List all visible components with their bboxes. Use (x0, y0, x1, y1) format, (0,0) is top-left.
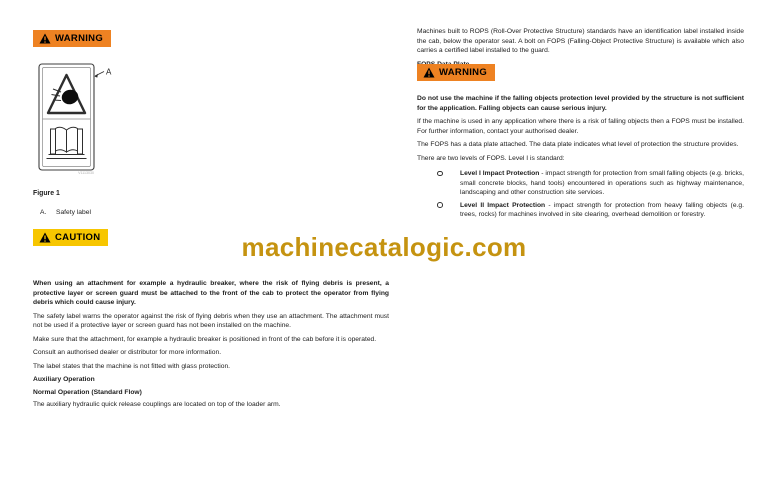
section-heading-auxiliary-operation: Auxiliary Operation (33, 376, 95, 384)
paragraph: Machines built to ROPS (Roll-Over Protective Structure) standards have an identification label installed inside the cab, below the operator seat. A bolt on FOPS (Falling-Object Protective Structure) is available which also carries a certified label installed to the guard. (417, 28, 744, 55)
caution-badge (33, 229, 108, 246)
section-heading-normal-operation: Normal Operation (Standard Flow) (33, 388, 142, 396)
bullet-title: Level II Impact Protection (460, 201, 546, 209)
legend-label: Safety label (56, 209, 91, 216)
callout-a (95, 68, 113, 78)
list-item-level-2 (417, 201, 744, 220)
paragraph: The FOPS has a data plate attached. The data plate indicates what level of protection the structure provides. (417, 141, 739, 149)
paragraph: Make sure that the attachment, for example a hydraulic breaker is positioned in front of the cab before it is operated. (33, 335, 377, 343)
warning-badge-left (33, 30, 111, 47)
warning-badge-label: WARNING (55, 32, 104, 44)
warning-triangle-icon (39, 33, 51, 44)
warning-badge-right (417, 64, 495, 81)
paragraph: The auxiliary hydraulic quick release couplings are located on top of the loader arm. (33, 401, 281, 409)
caution-triangle-icon (39, 232, 51, 243)
warning-badge-label: WARNING (439, 66, 488, 78)
left-text-block (33, 279, 389, 414)
bullet-body: - impact strength for protection from heavy falling objects (e.g. trees, rocks) for machines involved in site clearing, overhead demolition or forestry. (460, 201, 744, 219)
paragraph: The label states that the machine is not fitted with glass protection. (33, 362, 231, 370)
figure-legend (40, 209, 240, 216)
caution-badge-label: CAUTION (55, 231, 101, 243)
paragraph: If the machine is used in any application where there is a risk of falling objects then a FOPS must be installed. For further information, contact your authorised dealer. (417, 118, 744, 135)
bullet-title: Level I Impact Protection (460, 170, 540, 178)
legend-key: A. (40, 209, 47, 216)
safety-label-illustration (38, 58, 118, 176)
paragraph: Consult an authorised dealer or distributor for more information. (33, 349, 222, 357)
list-item-level-1 (417, 169, 744, 198)
bullet-text (460, 201, 744, 220)
bullet-body: - impact strength for protection from small falling objects (e.g. bricks, small concrete blocks, hand tools) encountered in operations such as highway maintenance, landscaping and other construction site services. (460, 170, 744, 197)
paragraph: There are two levels of FOPS. Level I is standard: (417, 154, 565, 162)
bullet-text (460, 169, 744, 198)
site-watermark: machinecatalogic.com (241, 232, 527, 262)
warning-triangle-icon (423, 67, 435, 78)
figure-caption: Figure 1 (33, 190, 60, 197)
figure-1-safety-label (38, 58, 118, 181)
bullet-circle-icon (437, 169, 460, 198)
warning-statement: Do not use the machine if the falling objects protection level provided by the structure is not sufficient for the application. Falling objects can cause serious injury. (417, 95, 744, 112)
right-text-main (417, 94, 744, 223)
figure-code: V1113030 (78, 171, 94, 175)
caution-statement: When using an attachment for example a hydraulic breaker, where the risk of flying debris is present, a protective layer or screen guard must be attached to the front of the cab to protect the operator from flying debris which could cause injury. (33, 280, 389, 307)
callout-letter: A (106, 67, 112, 77)
bullet-circle-icon (437, 201, 460, 220)
paragraph: The safety label warns the operator against the risk of flying debris when they use an attachment. The attachment must not be used if a protective layer or screen guard has not been installed on the machine. (33, 312, 389, 330)
